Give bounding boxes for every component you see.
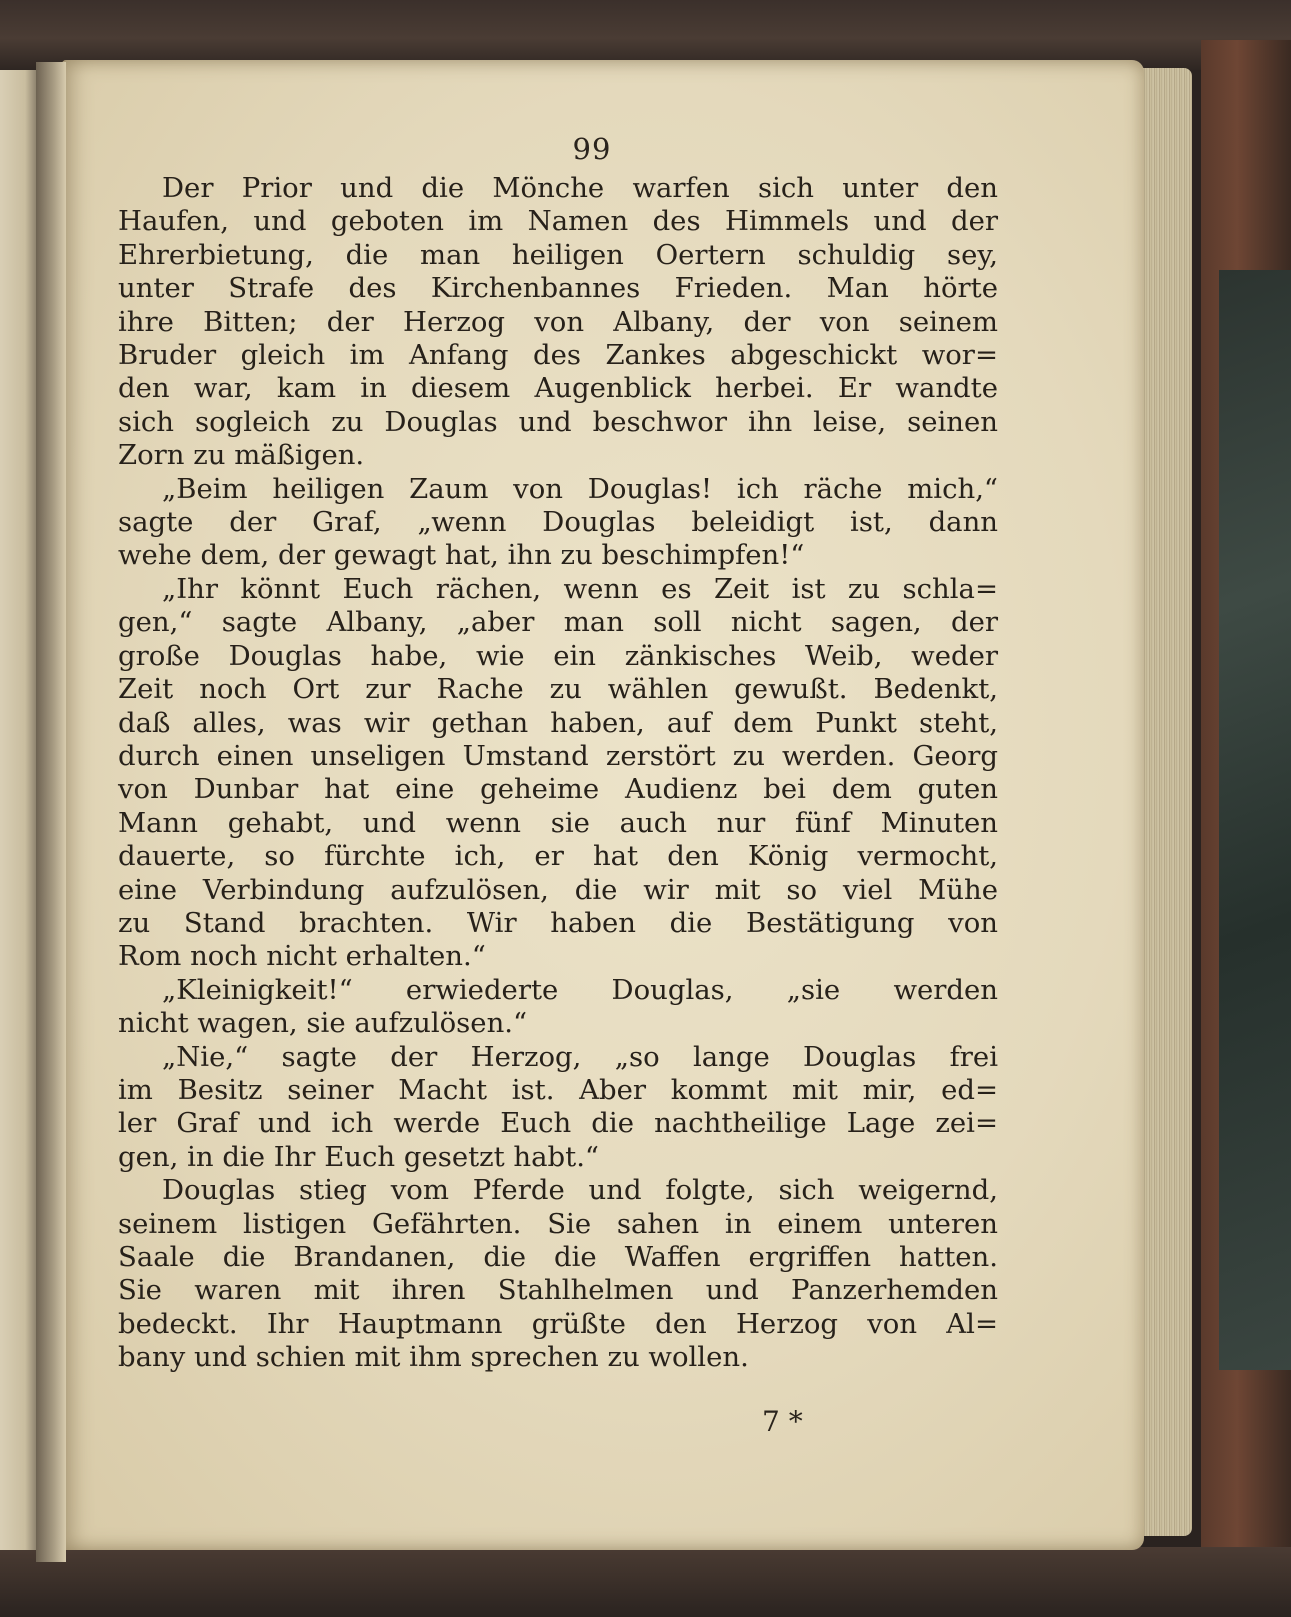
text-line: „Ihr könnt Euch rächen, wenn es Zeit ist zu schla= [162,572,998,605]
text-line: Zeit noch Ort zur Rache zu wählen gewußt. Bedenkt, [118,673,998,706]
text-line: Der Prior und die Mönche warfen sich unter den [162,172,998,204]
text-line: gen, in die Ihr Euch gesetzt habt.“ [118,1140,599,1173]
text-line: ihre Bitten; der Herzog von Albany, der von seinem [118,305,998,338]
text-line: „Nie,“ sagte der Herzog, „so lange Douglas frei [162,1040,998,1073]
text-line: nicht wagen, sie aufzulösen.“ [118,1007,528,1040]
text-line: ler Graf und ich werde Euch die nachtheilige Lage zei= [118,1107,998,1140]
text-line: große Douglas habe, wie ein zänkisches Weib, weder [118,639,998,672]
text-line: Ehrerbietung, die man heiligen Oertern schuldig sey, [118,238,998,271]
text-line: Mann gehabt, und wenn sie auch nur fünf Minuten [118,806,998,839]
text-line: im Besitz seiner Macht ist. Aber kommt mit mir, ed= [118,1073,998,1106]
text-line: sich sogleich zu Douglas und beschwor ihn leise, seinen [118,405,998,438]
text-line: Saale die Brandanen, die die Waffen ergriffen hatten. [118,1241,998,1273]
text-line: Douglas stieg vom Pferde und folgte, sich weigernd, [162,1174,998,1207]
book-cover-right [1201,40,1291,1617]
text-line: Rom noch nicht erhalten.“ [118,940,486,973]
signature-mark: 7 * [762,1405,803,1438]
book-cover-bottom [0,1547,1291,1617]
text-line: daß alles, was wir gethan haben, auf dem Punkt steht, [118,706,998,739]
page-fore-edge [1140,68,1192,1536]
paragraph [118,974,998,1041]
paragraph [118,172,998,473]
previous-page-edge [0,70,36,1550]
text-line: Haufen, und geboten im Namen des Himmels und der [118,205,998,238]
text-line: unter Strafe des Kirchenbannes Frieden. Man hörte [118,272,998,305]
text-line: sagte der Graf, „wenn Douglas beleidigt ist, dann [118,506,998,539]
text-line: bedeckt. Ihr Hauptmann grüßte den Herzog von Al= [118,1307,998,1340]
marbled-board [1219,270,1291,1370]
paragraph [118,1041,998,1175]
text-line: zu Stand brachten. Wir haben die Bestätigung von [118,906,998,939]
text-line: „Kleinigkeit!“ erwiederte Douglas, „sie werden [162,973,998,1006]
paragraph [118,1174,998,1374]
text-line: Zorn zu mäßigen. [118,439,365,472]
text-line: bany und schien mit ihm sprechen zu wollen. [118,1341,749,1374]
text-line: „Beim heiligen Zaum von Douglas! ich räche mich,“ [162,472,998,505]
book-gutter [36,62,66,1562]
text-line: wehe dem, der gewagt hat, ihn zu beschimpfen!“ [118,539,805,572]
text-line: den war, kam in diesem Augenblick herbei. Er wandte [118,372,998,405]
book-page [62,60,1144,1550]
text-line: gen,“ sagte Albany, „aber man soll nicht sagen, der [118,606,998,639]
text-line: von Dunbar hat eine geheime Audienz bei dem guten [118,773,998,806]
paragraph [118,473,998,573]
paragraph [118,573,998,974]
text-line: Sie waren mit ihren Stahlhelmen und Panzerhemden [118,1274,998,1307]
text-line: durch einen unseligen Umstand zerstört zu werden. Georg [118,739,998,772]
text-line: eine Verbindung aufzulösen, die wir mit so viel Mühe [118,873,998,906]
page-number: 99 [572,132,612,166]
text-line: seinem listigen Gefährten. Sie sahen in einem unteren [118,1207,998,1240]
text-line: Bruder gleich im Anfang des Zankes abgeschickt wor= [118,339,998,372]
text-line: dauerte, so fürchte ich, er hat den König vermocht, [118,840,998,873]
page-text [118,172,998,1375]
